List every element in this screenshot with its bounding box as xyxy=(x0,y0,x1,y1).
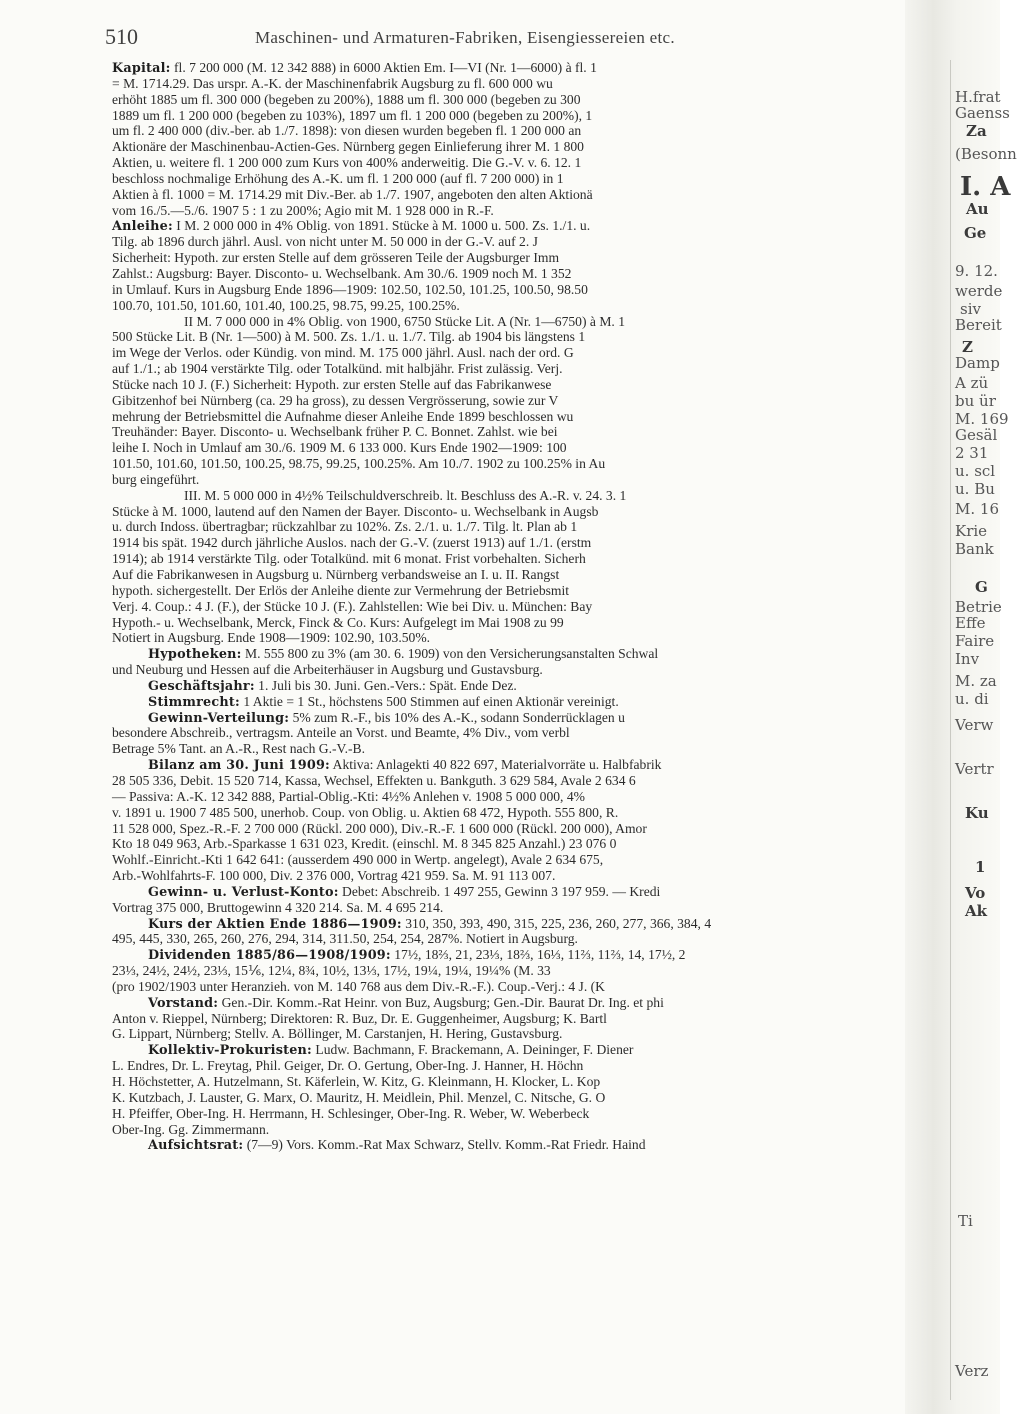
facing-page-fragment: M. za xyxy=(955,672,997,690)
facing-page-fragment: Verw xyxy=(955,716,994,734)
text-line xyxy=(112,155,907,171)
line-text: G. Lippart, Nürnberg; Stellv. A. Böllinger, M. Carstanjen, H. Hering, Gustavsburg. xyxy=(112,1026,563,1042)
line-text: 495, 445, 330, 265, 260, 276, 294, 314, 311.50, 254, 254, 287%. Notiert in Augsburg. xyxy=(112,931,578,947)
text-line xyxy=(112,836,907,852)
text-line xyxy=(112,1074,907,1090)
section-heading-line xyxy=(112,884,907,900)
line-text: 1889 um fl. 1 200 000 (begeben zu 103%), 1897 um fl. 1 200 000 (begeben zu 200%), 1 xyxy=(112,107,593,123)
line-text: H. Pfeiffer, Ober-Ing. H. Herrmann, H. Schlesinger, Ober-Ing. R. Weber, W. Weberbeck xyxy=(112,1105,590,1121)
text-line xyxy=(112,314,907,330)
section-heading-line xyxy=(112,1137,907,1153)
line-text: 310, 350, 393, 490, 315, 225, 236, 260, 277, 366, 384, 4 xyxy=(401,915,712,931)
text-line xyxy=(112,1090,907,1106)
text-line xyxy=(112,424,907,440)
facing-page-fragment: Effe xyxy=(955,614,986,632)
line-text: Kto 18 049 963, Arb.-Sparkasse 1 631 023, Kredit. (einschl. M. 8 345 825 Anzahl.) 23 076 0 xyxy=(112,836,617,852)
line-text: Tilg. ab 1896 durch jährl. Ausl. von nicht unter M. 50 000 in der G.-V. auf 2. J xyxy=(112,234,538,250)
line-text: Wohlf.-Einricht.-Kti 1 642 641: (ausserdem 490 000 in Wertp. angelegt), Avale 2 634 675, xyxy=(112,852,604,868)
text-line xyxy=(112,1011,907,1027)
line-text: 1 Aktie = 1 St., höchstens 500 Stimmen auf einen Aktionär vereinigt. xyxy=(239,693,619,709)
line-text: Verj. 4. Coup.: 4 J. (F.), der Stücke 10 J. (F.). Zahlstellen: Wie bei Div. u. München: Bay xyxy=(112,598,593,614)
text-line xyxy=(112,868,907,884)
line-text: Hypoth.- u. Wechselbank, Merck, Finck & Co. Kurs: Aufgelegt im Mai 1908 zu 99 xyxy=(112,614,564,630)
text-line xyxy=(112,504,907,520)
section-heading-line xyxy=(112,916,907,932)
text-line xyxy=(112,1026,907,1042)
section-heading-line xyxy=(112,1042,907,1058)
line-text: Arb.-Wohlfahrts-F. 100 000, Div. 2 376 000, Vortrag 421 959. Sa. M. 91 113 007. xyxy=(112,868,556,884)
text-line xyxy=(112,282,907,298)
line-text: fl. 7 200 000 (M. 12 342 888) in 6000 Aktien Em. I—VI (Nr. 1—6000) à fl. 1 xyxy=(170,60,597,75)
text-line xyxy=(112,852,907,868)
section-label: Dividenden 1885/86—1908/1909: xyxy=(148,948,391,964)
section-heading-line xyxy=(112,218,907,234)
section-heading-line xyxy=(112,947,907,963)
facing-page-fragment: Betrie xyxy=(955,598,1002,616)
line-text: II M. 7 000 000 in 4% Oblig. von 1900, 6750 Stücke Lit. A (Nr. 1—6750) à M. 1 xyxy=(184,313,626,329)
section-label: Bilanz am 30. Juni 1909: xyxy=(148,758,330,774)
text-line xyxy=(112,187,907,203)
facing-page-fragment: Za xyxy=(966,122,987,140)
text-line xyxy=(112,535,907,551)
text-line xyxy=(112,931,907,947)
facing-page-fragment: Bank xyxy=(955,540,994,558)
text-line xyxy=(112,361,907,377)
facing-page-fragment: Damp xyxy=(955,354,1000,372)
line-text: erhöht 1885 um fl. 300 000 (begeben zu 200%), 1888 um fl. 300 000 (begeben zu 300 xyxy=(112,91,581,107)
text-line xyxy=(112,456,907,472)
text-line xyxy=(112,1106,907,1122)
line-text: Stücke nach 10 J. (F.) Sicherheit: Hypoth. zur ersten Stelle auf das Fabrikanwese xyxy=(112,376,552,392)
text-line xyxy=(112,741,907,757)
line-text: Zahlst.: Augsburg: Bayer. Disconto- u. Wechselbank. Am 30./6. 1909 noch M. 1 352 xyxy=(112,265,572,281)
line-text: v. 1891 u. 1900 7 485 500, unerhob. Coup. von Oblig. u. Aktien 68 472, Hypoth. 555 800, R. xyxy=(112,804,619,820)
text-line xyxy=(112,234,907,250)
line-text: Notiert in Augsburg. Ende 1908—1909: 102.90, 103.50%. xyxy=(112,630,431,646)
text-line xyxy=(112,630,907,646)
line-text: um fl. 2 400 000 (div.-ber. ab 1./7. 1898): von diesen wurden begeben fl. 1 200 000 an xyxy=(112,123,582,139)
section-heading-line xyxy=(112,678,907,694)
facing-page-fragment: M. 169 xyxy=(955,410,1009,428)
facing-page-fragment: A zü xyxy=(955,374,989,392)
facing-page-fragment: u. scl xyxy=(955,462,996,480)
line-text: 17½, 18⅔, 21, 23⅓, 18⅔, 16⅓, 11⅔, 11⅔, 14, 17½, 2 xyxy=(390,947,686,963)
section-heading-line xyxy=(112,757,907,773)
line-text: Aktionäre der Maschinenbau-Actien-Ges. Nürnberg gegen Einlieferung ihrer M. 1 800 xyxy=(112,139,584,155)
facing-page-fragment: u. Bu xyxy=(955,480,995,498)
section-label: Aufsichtsrat: xyxy=(148,1138,244,1154)
text-line xyxy=(112,393,907,409)
text-line xyxy=(112,440,907,456)
line-text: Vortrag 375 000, Bruttogewinn 4 320 214. Sa. M. 4 695 214. xyxy=(112,899,444,915)
line-text: 1. Juli bis 30. Juni. Gen.-Vers.: Spät. Ende Dez. xyxy=(254,677,517,693)
facing-page-fragment: 2 31 xyxy=(955,444,989,462)
line-text: Sicherheit: Hypoth. zur ersten Stelle auf dem grösseren Teile der Augsburger Imm xyxy=(112,250,560,266)
line-text: mehrung der Betriebsmittel die Aufnahme dieser Anleihe Ende 1899 beschlossen wu xyxy=(112,408,574,424)
line-text: (pro 1902/1903 unter Heranzieh. von M. 140 768 aus dem Div.-R.-F.). Coup.-Verj.: 4 J. (K xyxy=(112,978,605,994)
section-heading-line xyxy=(112,60,907,76)
text-line xyxy=(112,725,907,741)
line-text: im Wege der Verlos. oder Kündig. von mind. M. 175 000 jährl. Ausl. nach der ord. G xyxy=(112,345,574,361)
facing-page-fragment: 9. 12. xyxy=(955,262,998,280)
facing-page-fragment: 1 xyxy=(975,858,986,876)
text-line xyxy=(112,773,907,789)
section-heading-line xyxy=(112,694,907,710)
text-line xyxy=(112,599,907,615)
text-line xyxy=(112,123,907,139)
section-heading-line xyxy=(112,646,907,662)
line-text: K. Kutzbach, J. Lauster, G. Marx, O. Mauritz, H. Meidlein, Phil. Menzel, C. Nitsche, G. O xyxy=(112,1089,606,1105)
facing-page-fragment: werde xyxy=(955,282,1003,300)
facing-page-fragment: Ku xyxy=(965,804,989,822)
line-text: 101.50, 101.60, 101.50, 100.25, 98.75, 99.25, 100.25%. Am 10./7. 1902 zu 100.25% in Au xyxy=(112,456,606,472)
facing-page-fragment: Ak xyxy=(965,902,988,920)
section-heading-line xyxy=(112,710,907,726)
text-line xyxy=(112,377,907,393)
text-line xyxy=(112,900,907,916)
line-text: M. 555 800 zu 3% (am 30. 6. 1909) von den Versicherungsanstalten Schwal xyxy=(241,646,659,662)
line-text: Ober-Ing. Gg. Zimmermann. xyxy=(112,1121,270,1137)
company-entry-text xyxy=(112,60,907,1153)
line-text: 5% zum R.-F., bis 10% des A.-K., sodann Sonderrücklagen u xyxy=(289,709,625,725)
line-text: u. durch Indoss. übertragbar; rückzahlbar zu 102%. Zs. 2./1. u. 1./7. Tilg. lt. Plan ab 1 xyxy=(112,519,578,535)
line-text: 1914); ab 1914 verstärkte Tilg. oder Totalkünd. mit 6 monat. Frist vorbehalten. Sicherh xyxy=(112,551,586,567)
line-text: — Passiva: A.-K. 12 342 888, Partial-Oblig.-Kti: 4½% Anlehen v. 1908 5 000 000, 4% xyxy=(112,788,585,804)
line-text: Ludw. Bachmann, F. Brackemann, A. Deininger, F. Diener xyxy=(312,1042,634,1058)
text-line xyxy=(112,1122,907,1138)
line-text: Stücke à M. 1000, lautend auf den Namen der Bayer. Disconto- u. Wechselbank in Augsb xyxy=(112,503,599,519)
text-line xyxy=(112,488,907,504)
line-text: 11 528 000, Spez.-R.-F. 2 700 000 (Rückl. 200 000), Div.-R.-F. 1 600 000 (Rückl. 200 000), Amor xyxy=(112,820,647,836)
facing-page-fragment: Verz xyxy=(955,1362,989,1380)
text-line xyxy=(112,805,907,821)
section-label: Hypotheken: xyxy=(148,647,242,663)
text-line xyxy=(112,821,907,837)
line-text: in Umlauf. Kurs in Augsburg Ende 1896—1909: 102.50, 102.50, 101.25, 100.50, 98.50 xyxy=(112,281,588,297)
text-line xyxy=(112,551,907,567)
facing-page-fragment: Krie xyxy=(955,522,988,540)
line-text: beschloss nochmalige Erhöhung des A.-K. um fl. 1 200 000 (auf fl. 7 200 000) in 1 xyxy=(112,170,564,186)
section-label: Stimmrecht: xyxy=(148,694,240,710)
section-heading-line xyxy=(112,995,907,1011)
text-line xyxy=(112,92,907,108)
facing-page-fragment: (Besonn xyxy=(955,145,1017,163)
line-text: Anton v. Rieppel, Nürnberg; Direktoren: R. Buz, Dr. E. Guggenheimer, Augsburg; K. Bartl xyxy=(112,1010,607,1026)
line-text: 500 Stücke Lit. B (Nr. 1—500) à M. 500. Zs. 1./1. u. 1./7. Tilg. ab 1904 bis längstens 1 xyxy=(112,329,586,345)
facing-page-fragment: Vertr xyxy=(955,760,994,778)
text-line xyxy=(112,615,907,631)
line-text: besondere Abschreib., vertragsm. Anteile an Vorst. und Beamte, 4% Div., vom verbl xyxy=(112,725,570,741)
section-label: Kurs der Aktien Ende 1886—1909: xyxy=(148,916,402,932)
facing-page-fragment: Bereit xyxy=(955,316,1002,334)
facing-page-fragment: M. 16 xyxy=(955,500,999,518)
running-title: Maschinen- und Armaturen-Fabriken, Eisengiessereien etc. xyxy=(255,28,675,47)
line-text: auf 1./1.; ab 1904 verstärkte Tilg. oder Totalkünd. mit halbjähr. Frist zulässig. Verj. xyxy=(112,361,563,377)
line-text: III. M. 5 000 000 in 4½% Teilschuldverschreib. lt. Beschluss des A.-R. v. 24. 3. 1 xyxy=(184,487,627,503)
text-line xyxy=(112,472,907,488)
facing-page-fragment: Ti xyxy=(958,1212,973,1230)
line-text: = M. 1714.29. Das urspr. A.-K. der Maschinenfabrik Augsburg zu fl. 600 000 wu xyxy=(112,75,553,91)
facing-page-fragment: siv xyxy=(960,300,981,318)
line-text: Aktien, u. weitere fl. 1 200 000 zum Kurs von 400% anderweitig. Die G.-V. v. 6. 12. 1 xyxy=(112,155,582,171)
line-text: Gibitzenhof bei Nürnberg (ca. 29 ha gross), zu dessen Vergrösserung, sowie zur V xyxy=(112,392,559,408)
section-label: Gewinn-Verteilung: xyxy=(148,710,290,726)
page-edge-line xyxy=(950,60,951,1400)
facing-page-fragment: Gaenss xyxy=(955,104,1010,122)
line-text: und Neuburg und Hessen auf die Arbeiterhäuser in Augsburg und Gustavsburg. xyxy=(112,662,543,678)
text-line xyxy=(112,662,907,678)
text-line xyxy=(112,519,907,535)
facing-page-fragment: Ge xyxy=(964,224,987,242)
text-line xyxy=(112,139,907,155)
line-text: burg eingeführt. xyxy=(112,471,200,487)
line-text: leihe I. Noch in Umlauf am 30./6. 1909 M. 6 133 000. Kurs Ende 1902—1909: 100 xyxy=(112,440,567,456)
facing-page-fragment: Vo xyxy=(965,884,986,902)
text-line xyxy=(112,266,907,282)
text-line xyxy=(112,979,907,995)
line-text: 23⅓, 24½, 24½, 23⅓, 15⅙, 12¼, 8¾, 10½, 13⅓, 17½, 19¼, 19¼, 19¼% (M. 33 xyxy=(112,963,551,979)
section-label: Vorstand: xyxy=(148,995,219,1011)
text-line xyxy=(112,789,907,805)
section-label: Anleihe: xyxy=(112,219,173,235)
facing-page-fragment: Inv xyxy=(955,650,980,668)
facing-page-fragment: Gesäl xyxy=(955,426,998,444)
facing-page-fragment: G xyxy=(975,578,988,596)
text-line xyxy=(112,345,907,361)
line-text: 1914 bis spät. 1942 durch jährliche Auslos. nach der G.-V. (zuerst 1913) auf 1./1. (erstm xyxy=(112,535,592,551)
facing-page-fragment: Z xyxy=(962,338,973,356)
text-line xyxy=(112,963,907,979)
facing-page-fragment: Faire xyxy=(955,632,995,650)
section-label: Gewinn- u. Verlust-Konto: xyxy=(148,884,339,900)
line-text: Aktien à fl. 1000 = M. 1714.29 mit Div.-Ber. ab 1./7. 1907, angeboten den alten Aktionä xyxy=(112,186,593,202)
section-label: Kapital: xyxy=(112,61,171,76)
text-line xyxy=(112,583,907,599)
line-text: Auf die Fabrikanwesen in Augsburg u. Nürnberg verbandsweise an I. u. II. Rangst xyxy=(112,567,560,582)
line-text: 28 505 336, Debit. 15 520 714, Kassa, Wechsel, Effekten u. Bankguth. 3 629 584, Avale 2 634 6 xyxy=(112,772,636,788)
facing-page-fragment: I. A xyxy=(960,172,1011,202)
facing-page-fragment: Au xyxy=(966,200,989,218)
text-line xyxy=(112,76,907,92)
line-text: (7—9) Vors. Komm.-Rat Max Schwarz, Stellv. Komm.-Rat Friedr. Haind xyxy=(243,1137,646,1153)
page-header xyxy=(105,20,905,56)
section-label: Geschäftsjahr: xyxy=(148,678,255,694)
line-text: vom 16./5.—5./6. 1907 5 : 1 zu 200%; Agio mit M. 1 928 000 in R.-F. xyxy=(112,202,494,218)
text-line xyxy=(112,409,907,425)
line-text: hypoth. sichergestellt. Der Erlös der Anleihe diente zur Vermehrung der Betriebsmit xyxy=(112,582,570,598)
line-text: 100.70, 101.50, 101.60, 101.40, 100.25, 98.75, 99.25, 100.25%. xyxy=(112,297,460,313)
text-line xyxy=(112,203,907,219)
line-text: H. Höchstetter, A. Hutzelmann, St. Käferlein, W. Kitz, G. Kleinmann, H. Klocker, L. Kop xyxy=(112,1074,601,1089)
line-text: Aktiva: Anlagekti 40 822 697, Materialvorräte u. Halbfabrik xyxy=(329,757,662,773)
text-line xyxy=(112,108,907,124)
line-text: Betrage 5% Tant. an A.-R., Rest nach G.-V.-B. xyxy=(112,741,366,757)
text-line xyxy=(112,329,907,345)
facing-page-fragment: H.frat xyxy=(955,88,1001,106)
line-text: Gen.-Dir. Komm.-Rat Heinr. von Buz, Augsburg; Gen.-Dir. Baurat Dr. Ing. et phi xyxy=(218,994,664,1010)
line-text: Treuhänder: Bayer. Disconto- u. Wechselbank früher P. C. Bonnet. Zahlst. wie bei xyxy=(112,424,558,440)
text-line xyxy=(112,171,907,187)
text-line xyxy=(112,1058,907,1074)
text-line xyxy=(112,298,907,314)
line-text: I M. 2 000 000 in 4% Oblig. von 1891. Stücke à M. 1000 u. 500. Zs. 1./1. u. xyxy=(172,218,591,234)
text-line xyxy=(112,567,907,583)
section-label: Kollektiv-Prokuristen: xyxy=(148,1043,312,1059)
line-text: L. Endres, Dr. L. Freytag, Phil. Geiger, Dr. O. Gertung, Ober-Ing. J. Hanner, H. Höchn xyxy=(112,1058,584,1074)
facing-page-fragment: bu ür xyxy=(955,392,996,410)
line-text: Debet: Abschreib. 1 497 255, Gewinn 3 197 959. — Kredi xyxy=(338,883,661,899)
page-number: 510 xyxy=(105,24,138,49)
text-line xyxy=(112,250,907,266)
facing-page-fragment: u. di xyxy=(955,690,989,708)
